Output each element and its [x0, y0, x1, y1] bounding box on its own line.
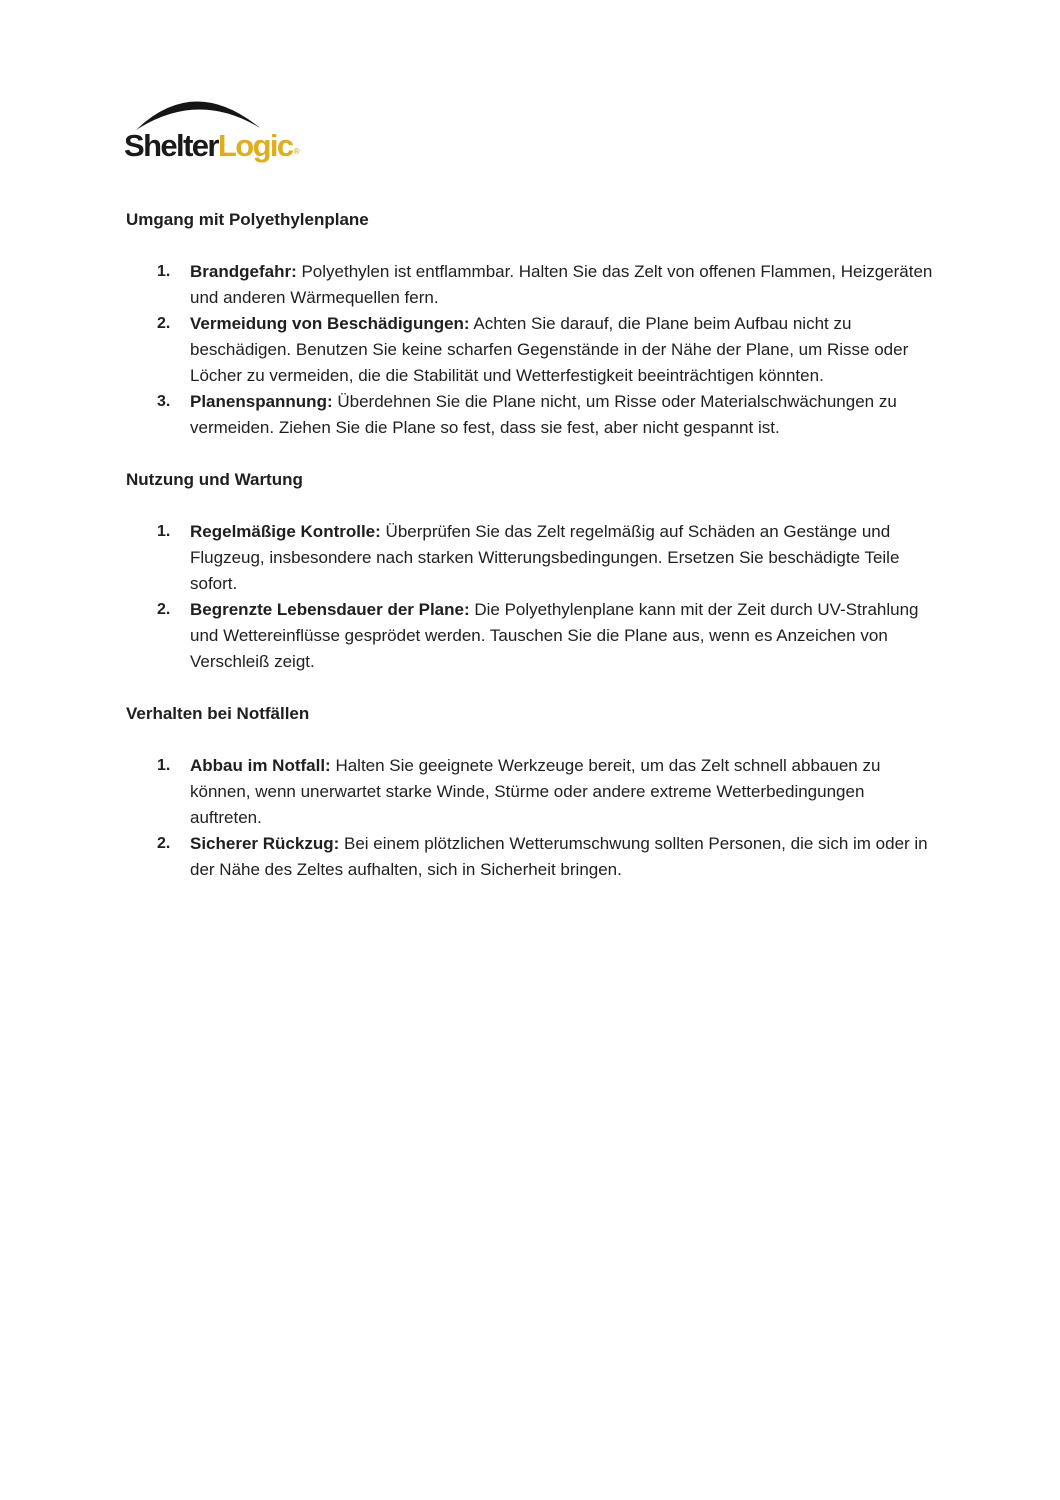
document-body: [126, 207, 936, 909]
list-item: [126, 389, 936, 441]
list-item-term: Begrenzte Lebensdauer der Plane:: [190, 600, 470, 619]
numbered-list: [126, 259, 936, 441]
section-title: Nutzung und Wartung: [126, 470, 303, 489]
list-item-text: Die Polyethylenplane kann mit der Zeit durch UV-Strahlung und Wettereinflüsse gesprödet werden. Tauschen Sie die Plane aus, wenn es Anzeichen von Verschleiß zeigt.: [190, 600, 919, 671]
numbered-list: [126, 519, 936, 675]
list-item-text: Halten Sie geeignete Werkzeuge bereit, um das Zelt schnell abbauen zu können, wenn unerwartet starke Winde, Stürme oder andere extreme Wetterbedingungen auftreten.: [190, 756, 881, 827]
company-logo: [122, 84, 300, 174]
list-item-term: Sicherer Rückzug:: [190, 834, 340, 853]
list-item-number: 2.: [157, 601, 171, 618]
list-item-number: 3.: [157, 393, 171, 410]
logo-trademark: ®: [293, 147, 300, 156]
logo-arc-icon: [132, 84, 272, 132]
list-item: [126, 259, 936, 311]
list-item-number: 1.: [157, 757, 171, 774]
list-item-text: Bei einem plötzlichen Wetterumschwung sollten Personen, die sich im oder in der Nähe des Zeltes aufhalten, sich in Sicherheit bringen.: [190, 834, 928, 879]
list-item-text: Polyethylen ist entflammbar. Halten Sie das Zelt von offenen Flammen, Heizgeräten und anderen Wärmequellen fern.: [190, 262, 933, 307]
list-item-number: 2.: [157, 315, 171, 332]
list-item: [126, 597, 936, 675]
section-title: Verhalten bei Notfällen: [126, 704, 310, 723]
list-item-term: Vermeidung von Beschädigungen:: [190, 314, 470, 333]
list-item-number: 2.: [157, 835, 171, 852]
list-item: [126, 831, 936, 883]
list-item-text: Überdehnen Sie die Plane nicht, um Risse oder Materialschwächungen zu vermeiden. Ziehen Sie die Plane so fest, dass sie fest, aber nicht gespannt ist.: [190, 392, 897, 437]
list-item: [126, 311, 936, 389]
list-item-text: Überprüfen Sie das Zelt regelmäßig auf Schäden an Gestänge und Flugzeug, insbesondere nach starken Witterungsbedingungen. Ersetzen Sie beschädigte Teile sofort.: [190, 522, 900, 593]
list-item-term: Regelmäßige Kontrolle:: [190, 522, 381, 541]
logo-word-logic: Logic: [217, 128, 293, 163]
list-item: [126, 753, 936, 831]
logo-wordmark: [124, 128, 298, 164]
list-item-number: 1.: [157, 263, 171, 280]
numbered-list: [126, 753, 936, 883]
list-item-term: Brandgefahr:: [190, 262, 297, 281]
list-item-text: Achten Sie darauf, die Plane beim Aufbau nicht zu beschädigen. Benutzen Sie keine scharfen Gegenstände in der Nähe der Plane, um Risse oder Löcher zu vermeiden, die die Stabilität und Wetterfestigkeit beeinträchtigen könnten.: [190, 314, 909, 385]
list-item: [126, 519, 936, 597]
list-item-term: Abbau im Notfall:: [190, 756, 331, 775]
list-item-number: 1.: [157, 523, 171, 540]
section-title: Umgang mit Polyethylenplane: [126, 210, 369, 229]
list-item-term: Planenspannung:: [190, 392, 333, 411]
logo-word-shelter: Shelter: [124, 128, 218, 163]
